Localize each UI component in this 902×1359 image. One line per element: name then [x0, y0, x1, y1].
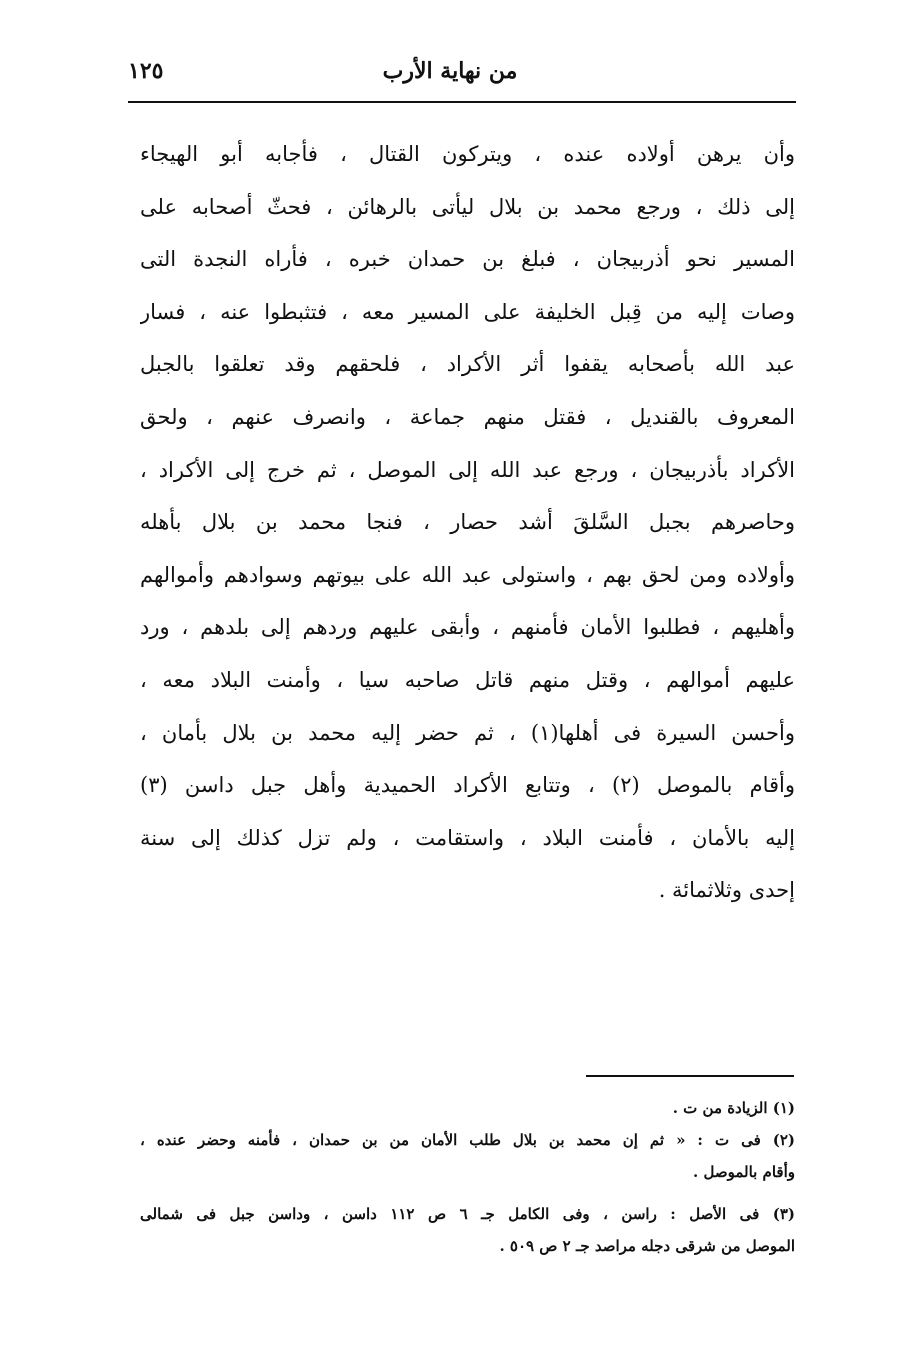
main-text [140, 128, 795, 917]
page-number: ١٢٥ [128, 58, 164, 84]
text-line: عبد الله بأصحابه يقفوا أثر الأكراد ، فلحقهم وقد تعلقوا بالجبل [140, 352, 795, 377]
footnote-3: (٣) فى الأصل : راسن ، وفى الكامل جـ ٦ ص ١١٢ داسن ، وداسن جبل فى شمالى [140, 1205, 795, 1223]
footnote-rule [586, 1075, 794, 1077]
footnote-1: (١) الزيادة من ت . [672, 1099, 795, 1117]
footnotes [140, 1092, 795, 1262]
running-title: من نهاية الأرب [382, 58, 518, 84]
text-line: إلى ذلك ، ورجع محمد بن بلال ليأتى بالرهائن ، فحثّ أصحابه على [140, 194, 795, 219]
text-line: وأحسن السيرة فى أهلها(١) ، ثم حضر إليه محمد بن بلال بأمان ، [140, 720, 795, 745]
text-line: وحاصرهم بجبل السَّلقَ أشد حصار ، فنجا محمد بن بلال بأهله [140, 510, 795, 535]
text-line: المسير نحو أذربيجان ، فبلغ بن حمدان خبره ، فأراه النجدة التى [140, 247, 795, 272]
text-line: وأن يرهن أولاده عنده ، ويتركون القتال ، فأجابه أبو الهيجاء [140, 142, 795, 166]
footnote-2: (٢) فى ت : « ثم إن محمد بن بلال طلب الأمان من بن حمدان ، فأمنه وحضر عنده ، [140, 1131, 795, 1149]
text-line: وأقام بالموصل (٢) ، وتتابع الأكراد الحميدية وأهل جبل داسن (٣) [140, 773, 795, 798]
text-line: وأولاده ومن لحق بهم ، واستولى عبد الله على بيوتهم وسوادهم وأموالهم [140, 562, 795, 587]
text-line: الأكراد بأذربيجان ، ورجع عبد الله إلى الموصل ، ثم خرج إلى الأكراد ، [140, 457, 795, 482]
text-line-last: إحدى وثلاثمائة . [658, 878, 795, 903]
text-line: إليه بالأمان ، فأمنت البلاد ، واستقامت ، ولم تزل كذلك إلى سنة [140, 825, 795, 850]
text-line: عليهم أموالهم ، وقتل منهم قاتل صاحبه سيا ، وأمنت البلاد معه ، [140, 667, 795, 692]
footnote-gap [140, 1188, 795, 1198]
header-rule [128, 101, 796, 103]
text-line: المعروف بالقنديل ، فقتل منهم جماعة ، وانصرف عنهم ، ولحق [140, 404, 795, 429]
text-line: وأهليهم ، فطلبوا الأمان فأمنهم ، وأبقى عليهم وردهم إلى بلدهم ، ورد [140, 615, 795, 640]
footnote-3-continued: الموصل من شرقى دجله مراصد جـ ٢ ص ٥٠٩ . [499, 1237, 795, 1255]
footnote-2-continued: وأقام بالموصل . [693, 1163, 795, 1181]
text-line: وصات إليه من قِبل الخليفة على المسير معه ، فتثبطوا عنه ، فسار [140, 299, 795, 324]
